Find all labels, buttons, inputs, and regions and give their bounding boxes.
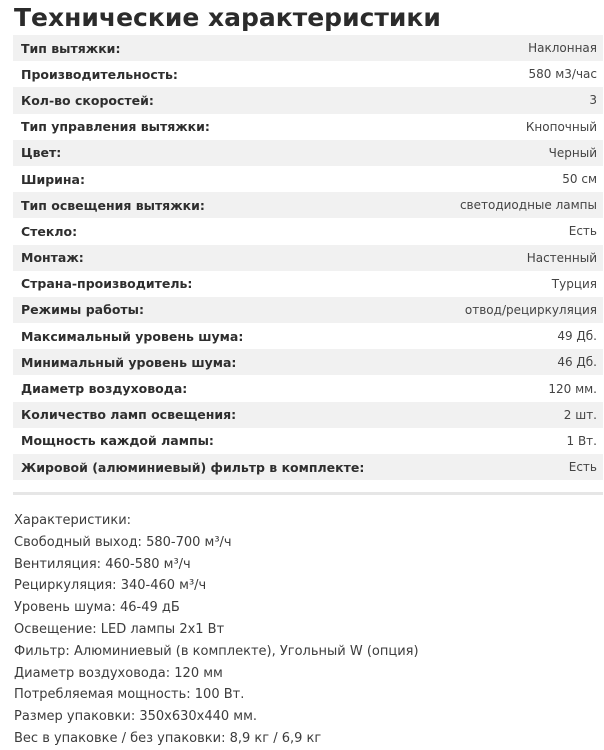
spec-value: 3 xyxy=(589,93,597,108)
spec-value: 49 Дб. xyxy=(557,329,597,344)
spec-label: Кол-во скоростей: xyxy=(21,92,154,108)
spec-row xyxy=(13,61,603,87)
spec-row xyxy=(13,428,603,454)
spec-label: Количество ламп освещения: xyxy=(21,407,237,423)
spec-value: отвод/рециркуляция xyxy=(464,302,597,317)
spec-row xyxy=(13,35,603,61)
spec-label: Жировой (алюминиевый) фильтр в комплекте: xyxy=(21,459,365,475)
spec-label: Производительность: xyxy=(21,66,178,82)
spec-label: Мощность каждой лампы: xyxy=(21,433,214,449)
spec-value: 50 см xyxy=(562,172,597,187)
notes-line: Освещение: LED лампы 2х1 Вт xyxy=(14,621,225,637)
spec-value: Черный xyxy=(548,145,597,160)
notes-line: Размер упаковки: 350х630х440 мм. xyxy=(14,709,258,725)
spec-row xyxy=(13,192,603,218)
spec-row xyxy=(13,323,603,349)
spec-row xyxy=(13,114,603,140)
spec-label: Диаметр воздуховода: xyxy=(21,381,188,397)
notes-line: Вентиляция: 460-580 м³/ч xyxy=(14,556,191,572)
notes-line: Диаметр воздуховода: 120 мм xyxy=(14,665,223,681)
notes-line: Рециркуляция: 340-460 м³/ч xyxy=(14,578,207,594)
spec-value: 580 м3/час xyxy=(528,67,597,82)
spec-value: 120 мм. xyxy=(548,381,597,396)
notes-line: Свободный выход: 580-700 м³/ч xyxy=(14,534,232,550)
spec-value: Турция xyxy=(551,276,597,291)
spec-label: Тип управления вытяжки: xyxy=(21,119,210,135)
spec-label: Тип освещения вытяжки: xyxy=(21,197,205,213)
spec-value: светодиодные лампы xyxy=(459,198,597,213)
spec-row xyxy=(13,297,603,323)
spec-value: Настенный xyxy=(526,250,597,265)
spec-label: Режимы работы: xyxy=(21,302,144,318)
spec-value: Наклонная xyxy=(528,41,597,56)
spec-label: Максимальный уровень шума: xyxy=(21,328,244,344)
notes-line: Потребляемая мощность: 100 Вт. xyxy=(14,687,245,703)
spec-value: 46 Дб. xyxy=(557,355,597,370)
spec-row xyxy=(13,375,603,401)
spec-label: Ширина: xyxy=(21,171,85,187)
spec-label: Стекло: xyxy=(21,223,78,239)
spec-row xyxy=(13,454,603,480)
spec-row xyxy=(13,271,603,297)
characteristics-notes xyxy=(14,510,419,750)
section-divider xyxy=(13,492,603,495)
spec-row xyxy=(13,87,603,113)
notes-line: Вес в упаковке / без упаковки: 8,9 кг / 6,9 кг xyxy=(14,730,322,746)
notes-heading: Характеристики: xyxy=(14,513,132,528)
notes-line: Уровень шума: 46-49 дБ xyxy=(14,600,180,616)
notes-line: Фильтр: Алюминиевый (в комплекте), Угольный W (опция) xyxy=(14,643,419,659)
spec-row xyxy=(13,349,603,375)
spec-row xyxy=(13,245,603,271)
specs-table xyxy=(13,35,603,480)
spec-label: Минимальный уровень шума: xyxy=(21,354,237,370)
page-title: Технические характеристики xyxy=(14,3,441,32)
spec-value: 1 Вт. xyxy=(566,433,597,448)
spec-value: Кнопочный xyxy=(525,119,597,134)
spec-value: Есть xyxy=(568,460,597,475)
spec-label: Монтаж: xyxy=(21,250,84,266)
spec-label: Страна-производитель: xyxy=(21,276,193,292)
spec-row xyxy=(13,166,603,192)
spec-row xyxy=(13,140,603,166)
spec-label: Цвет: xyxy=(21,145,62,161)
spec-label: Тип вытяжки: xyxy=(21,40,121,56)
spec-row xyxy=(13,218,603,244)
spec-value: 2 шт. xyxy=(563,407,597,422)
spec-row xyxy=(13,402,603,428)
spec-value: Есть xyxy=(568,224,597,239)
